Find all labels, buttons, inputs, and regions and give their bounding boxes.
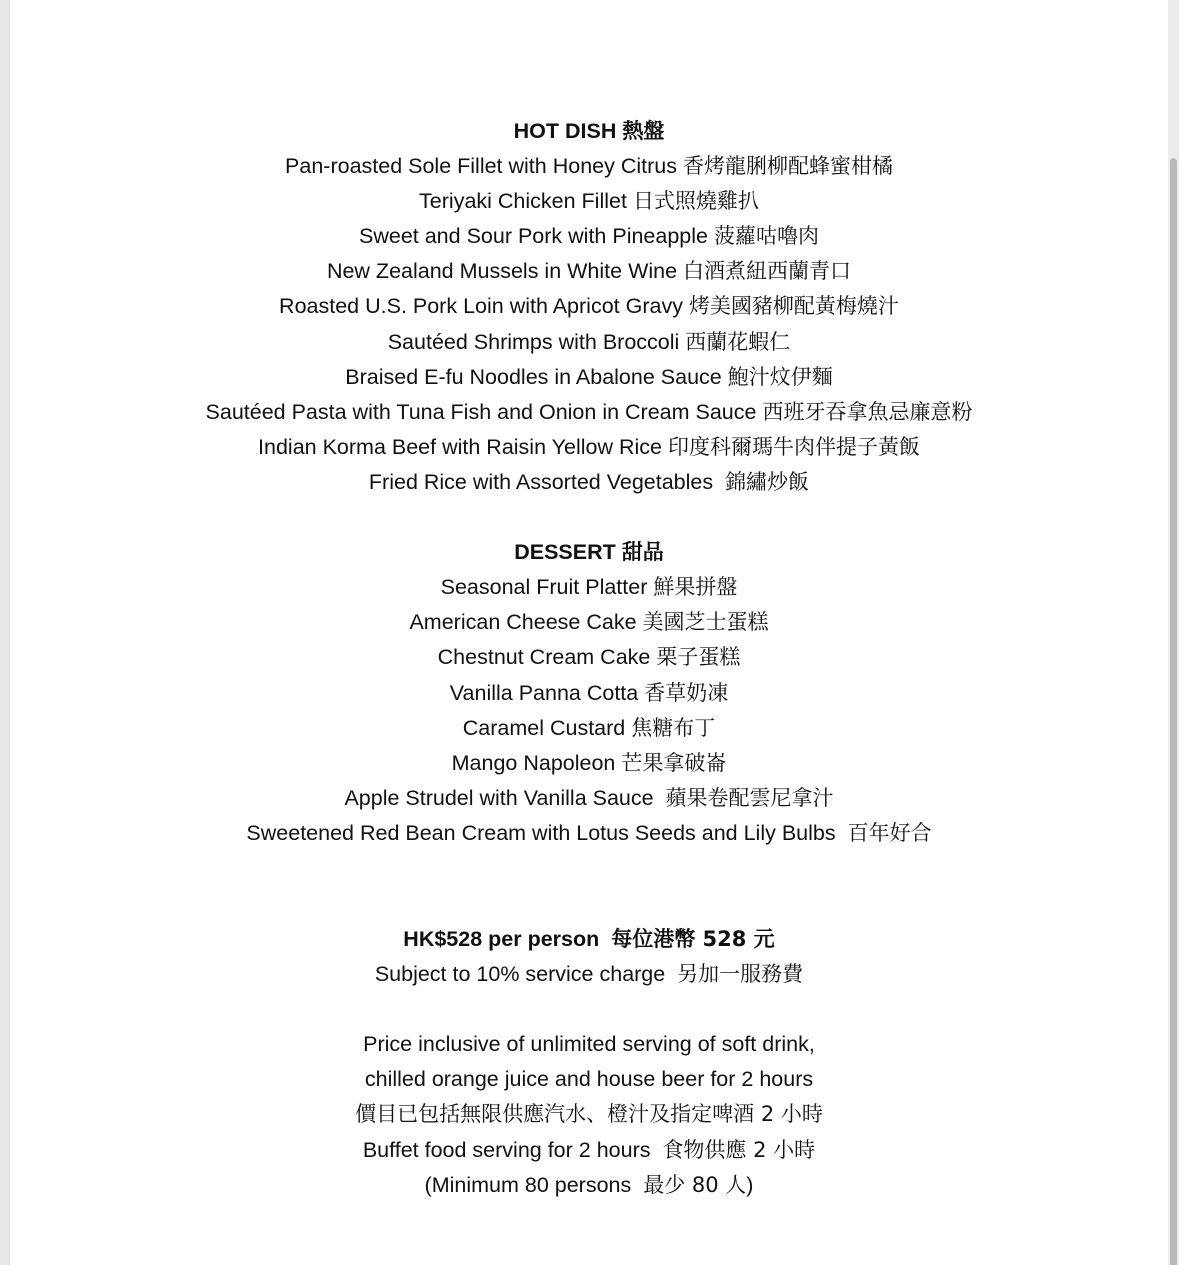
menu-item-en: Braised E-fu Noodles in Abalone Sauce [345,364,722,389]
price-line [10,922,1168,957]
menu-item-zh: 菠蘿咕嚕肉 [713,224,819,249]
menu-item-zh: 西蘭花蝦仁 [685,329,791,354]
menu-item-en: Pan-roasted Sole Fillet with Honey Citrus [285,154,677,179]
minimum-zh: 最少 80 人 [643,1172,747,1197]
menu-item [10,254,1168,289]
dessert-title-zh: 甜品 [621,540,664,565]
menu-item-zh: 蘋果卷配雲尼拿汁 [665,785,834,810]
menu-item-en: Seasonal Fruit Platter [440,575,648,600]
menu-item-zh: 百年好合 [847,820,932,845]
hot-dish-title-zh: 熱盤 [622,119,665,143]
menu-item-en: Mango Napoleon [451,750,616,775]
menu-item-zh: 白酒煮紐西蘭青口 [683,259,852,284]
menu-item-zh: 鮮果拼盤 [653,575,738,600]
document-page [10,0,1168,1265]
menu-item-zh: 芒果拿破崙 [621,750,727,775]
dessert-title-en: DESSERT [514,540,616,565]
hot-dish-title-en: HOT DISH [513,119,617,143]
menu-item [10,640,1168,675]
menu-item [10,430,1168,465]
menu-item-zh: 印度科爾瑪牛肉伴提子黃飯 [667,434,920,459]
menu-item-zh: 錦繡炒飯 [725,469,810,494]
menu-item-en: Sautéed Pasta with Tuna Fish and Onion in Cream Sauce [205,399,757,424]
menu-item [10,605,1168,640]
menu-item [10,570,1168,605]
inclusive-line-2: chilled orange juice and house beer for 2 hours [364,1067,814,1092]
menu-item-en: Sautéed Shrimps with Broccoli [387,329,680,354]
menu-item-en: Teriyaki Chicken Fillet [419,189,627,214]
hot-dish-heading [10,114,1168,149]
menu-item-en: Sweetened Red Bean Cream with Lotus Seeds and Lily Bulbs [246,820,836,845]
spacer [10,992,1168,1027]
menu-item [10,711,1168,746]
menu-item [10,781,1168,816]
menu-item-zh: 焦糖布丁 [631,715,716,740]
menu-item-en: Chestnut Cream Cake [437,645,651,670]
menu-content [10,114,1168,1203]
menu-item-zh: 烤美國豬柳配黃梅燒汁 [688,294,899,319]
menu-item [10,149,1168,184]
scrollbar-thumb[interactable] [1170,158,1177,1265]
price-en: HK$528 per person [403,926,600,951]
menu-item-zh: 香草奶凍 [644,680,729,705]
menu-item-en: Fried Rice with Assorted Vegetables [368,469,714,494]
dessert-heading [10,535,1168,570]
spacer [10,500,1168,535]
menu-item-zh: 美國芝士蛋糕 [642,610,769,635]
menu-item [10,395,1168,430]
inclusive-line-zh: 價目已包括無限供應汽水、橙汁及指定啤酒 2 小時 [355,1102,823,1127]
service-charge-line [10,957,1168,992]
spacer [10,851,1168,922]
menu-item [10,184,1168,219]
menu-item-en: Caramel Custard [462,715,626,740]
menu-item [10,816,1168,851]
menu-item-zh: 鮑汁炆伊麵 [727,364,833,389]
price-zh: 每位港幣 528 元 [611,926,775,951]
inclusive-line-1: Price inclusive of unlimited serving of soft drink, [363,1032,815,1057]
menu-item [10,465,1168,500]
vertical-scrollbar[interactable] [1168,0,1179,1265]
minimum-line [10,1168,1168,1203]
menu-item-en: Sweet and Sour Pork with Pineapple [359,224,708,249]
menu-item-zh: 西班牙吞拿魚忌廉意粉 [762,399,973,424]
buffet-en: Buffet food serving for 2 hours [362,1137,651,1162]
menu-item-en: New Zealand Mussels in White Wine [326,259,678,284]
service-zh: 另加一服務費 [677,962,804,987]
menu-item [10,746,1168,781]
menu-item-zh: 香烤龍脷柳配蜂蜜柑橘 [682,154,893,179]
menu-item [10,289,1168,324]
menu-item [10,325,1168,360]
menu-item [10,360,1168,395]
menu-item-zh: 日式照燒雞扒 [632,189,759,214]
buffet-zh: 食物供應 2 小時 [662,1137,816,1162]
menu-item-en: Roasted U.S. Pork Loin with Apricot Gravy [279,294,683,319]
menu-item-en: Apple Strudel with Vanilla Sauce [344,785,654,810]
menu-item-en: Vanilla Panna Cotta [449,680,639,705]
buffet-line [10,1133,1168,1168]
menu-item-zh: 栗子蛋糕 [656,645,741,670]
minimum-en: (Minimum 80 persons [424,1172,632,1197]
menu-item-en: American Cheese Cake [409,610,637,635]
menu-item [10,676,1168,711]
menu-item [10,219,1168,254]
menu-item-en: Indian Korma Beef with Raisin Yellow Rice [258,434,662,459]
dessert-list [10,570,1168,851]
minimum-close: ) [746,1172,754,1197]
service-en: Subject to 10% service charge [374,962,666,987]
hot-dish-list [10,149,1168,500]
